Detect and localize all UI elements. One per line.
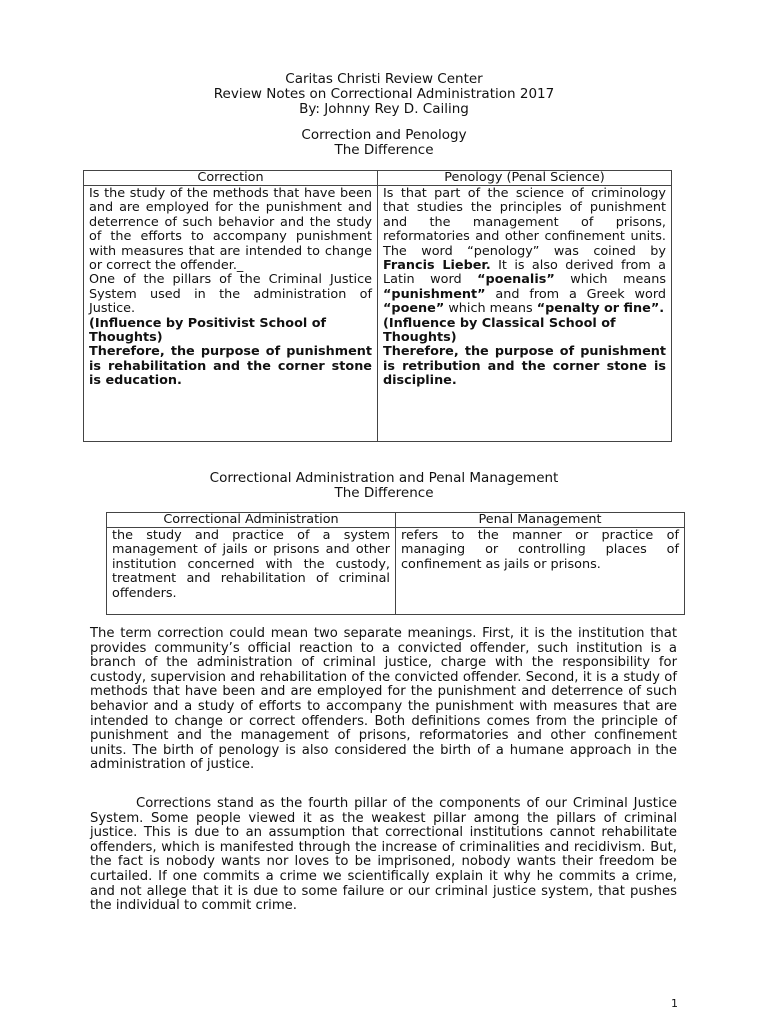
penology-definition bbox=[383, 187, 666, 317]
penology-text-5: which means bbox=[444, 301, 537, 317]
penology-text-4: and from a Greek word bbox=[485, 286, 666, 302]
penology-penalty: “penalty or fine”. bbox=[536, 301, 665, 317]
penology-poenalis: “poenalis” bbox=[477, 272, 555, 288]
section1-heading bbox=[0, 128, 768, 158]
correction-pillar-note: One of the pillars of the Criminal Justice System used in the administration of Justice. bbox=[89, 272, 372, 317]
penology-lieber: Francis Lieber. bbox=[383, 258, 491, 274]
col-header-correction: Correction bbox=[84, 171, 378, 186]
section1-subtitle: The Difference bbox=[334, 142, 434, 158]
section2-title: Correctional Administration and Penal Management bbox=[209, 470, 559, 486]
body-paragraph-1: The term correction could mean two separate meanings. First, it is the institution that provides community’s official reaction to a convicted offender, such institution is a branch of the administration of criminal justice, charge with the responsibility for custody, supervision and rehabilitation of the convicted offender. Second, it is a study of methods that have been and are employed for the punishment and deterrence of such behavior and a study of efforts to accompany the punishment with measures that are intended to change or correct offenders. Both definitions comes from the principle of punishment and the management of prisons, reformatories and other confinement units. The birth of penology is also considered the birth of a humane approach in the administration of justice. bbox=[90, 626, 677, 773]
header-org: Caritas Christi Review Center bbox=[285, 71, 483, 87]
header-author: By: Johnny Rey D. Cailing bbox=[299, 101, 469, 117]
header-title: Review Notes on Correctional Administration 2017 bbox=[213, 86, 555, 102]
correctional-administration-cell: the study and practice of a system management of jails or prisons and other institution concerned with the custody, treatment and rehabilitation of criminal offenders. bbox=[107, 528, 396, 615]
section2-subtitle: The Difference bbox=[334, 485, 434, 501]
penology-poene: “poene” bbox=[383, 301, 445, 317]
penology-punishment: “punishment” bbox=[383, 286, 486, 302]
col-header-penal-management: Penal Management bbox=[396, 513, 685, 528]
penology-purpose: Therefore, the purpose of punishment is retribution and the corner stone is discipline. bbox=[383, 344, 666, 389]
body-paragraph-2: Corrections stand as the fourth pillar of the components of our Criminal Justice System. Some people viewed it as the weakest pillar among the pillars of criminal justice. This is due to an assumption that correctional institutions cannot rehabilitate offenders, which is manifested through the increase of criminalities and recidivism. But, the fact is nobody wants nor loves to be imprisoned, nobody wants their freedom be curtailed. If one commits a crime we scientifically explain it why he commits a crime, and not allege that it is due to some failure or our criminal justice system, that pushes the individual to commit crime. bbox=[90, 796, 677, 914]
section2-heading bbox=[0, 471, 768, 501]
administration-management-table bbox=[106, 512, 685, 615]
penology-cell bbox=[378, 186, 672, 442]
penal-management-cell: refers to the manner or practice of managing or controlling places of confinement as jails or prisons. bbox=[396, 528, 685, 615]
page-number: 1 bbox=[671, 997, 678, 1010]
correction-cell bbox=[84, 186, 378, 442]
penology-text-3: which means bbox=[554, 272, 666, 288]
correction-definition: Is the study of the methods that have been and are employed for the punishment and deterrence of such behavior and the study of the efforts to accompany punishment with measures that are intended to change or correct the offender._ bbox=[89, 186, 372, 274]
penology-text-2: It is also derived from a Latin word bbox=[383, 258, 666, 288]
col-header-correctional-administration: Correctional Administration bbox=[107, 513, 396, 528]
penology-text-1: Is that part of the science of criminology that studies the principles of punishment and the management of prisons, reformatories and other confinement units. The word “penology” was coined by bbox=[383, 186, 666, 259]
correction-penology-table bbox=[83, 170, 672, 442]
document-header bbox=[0, 72, 768, 117]
col-header-penology: Penology (Penal Science) bbox=[378, 171, 672, 186]
section1-title: Correction and Penology bbox=[301, 127, 467, 143]
correction-influence: (Influence by Positivist School of Thoughts) bbox=[89, 315, 327, 346]
penology-influence: (Influence by Classical School of Thoughts) bbox=[383, 315, 616, 346]
correction-purpose: Therefore, the purpose of punishment is rehabilitation and the corner stone is education. bbox=[89, 344, 372, 389]
